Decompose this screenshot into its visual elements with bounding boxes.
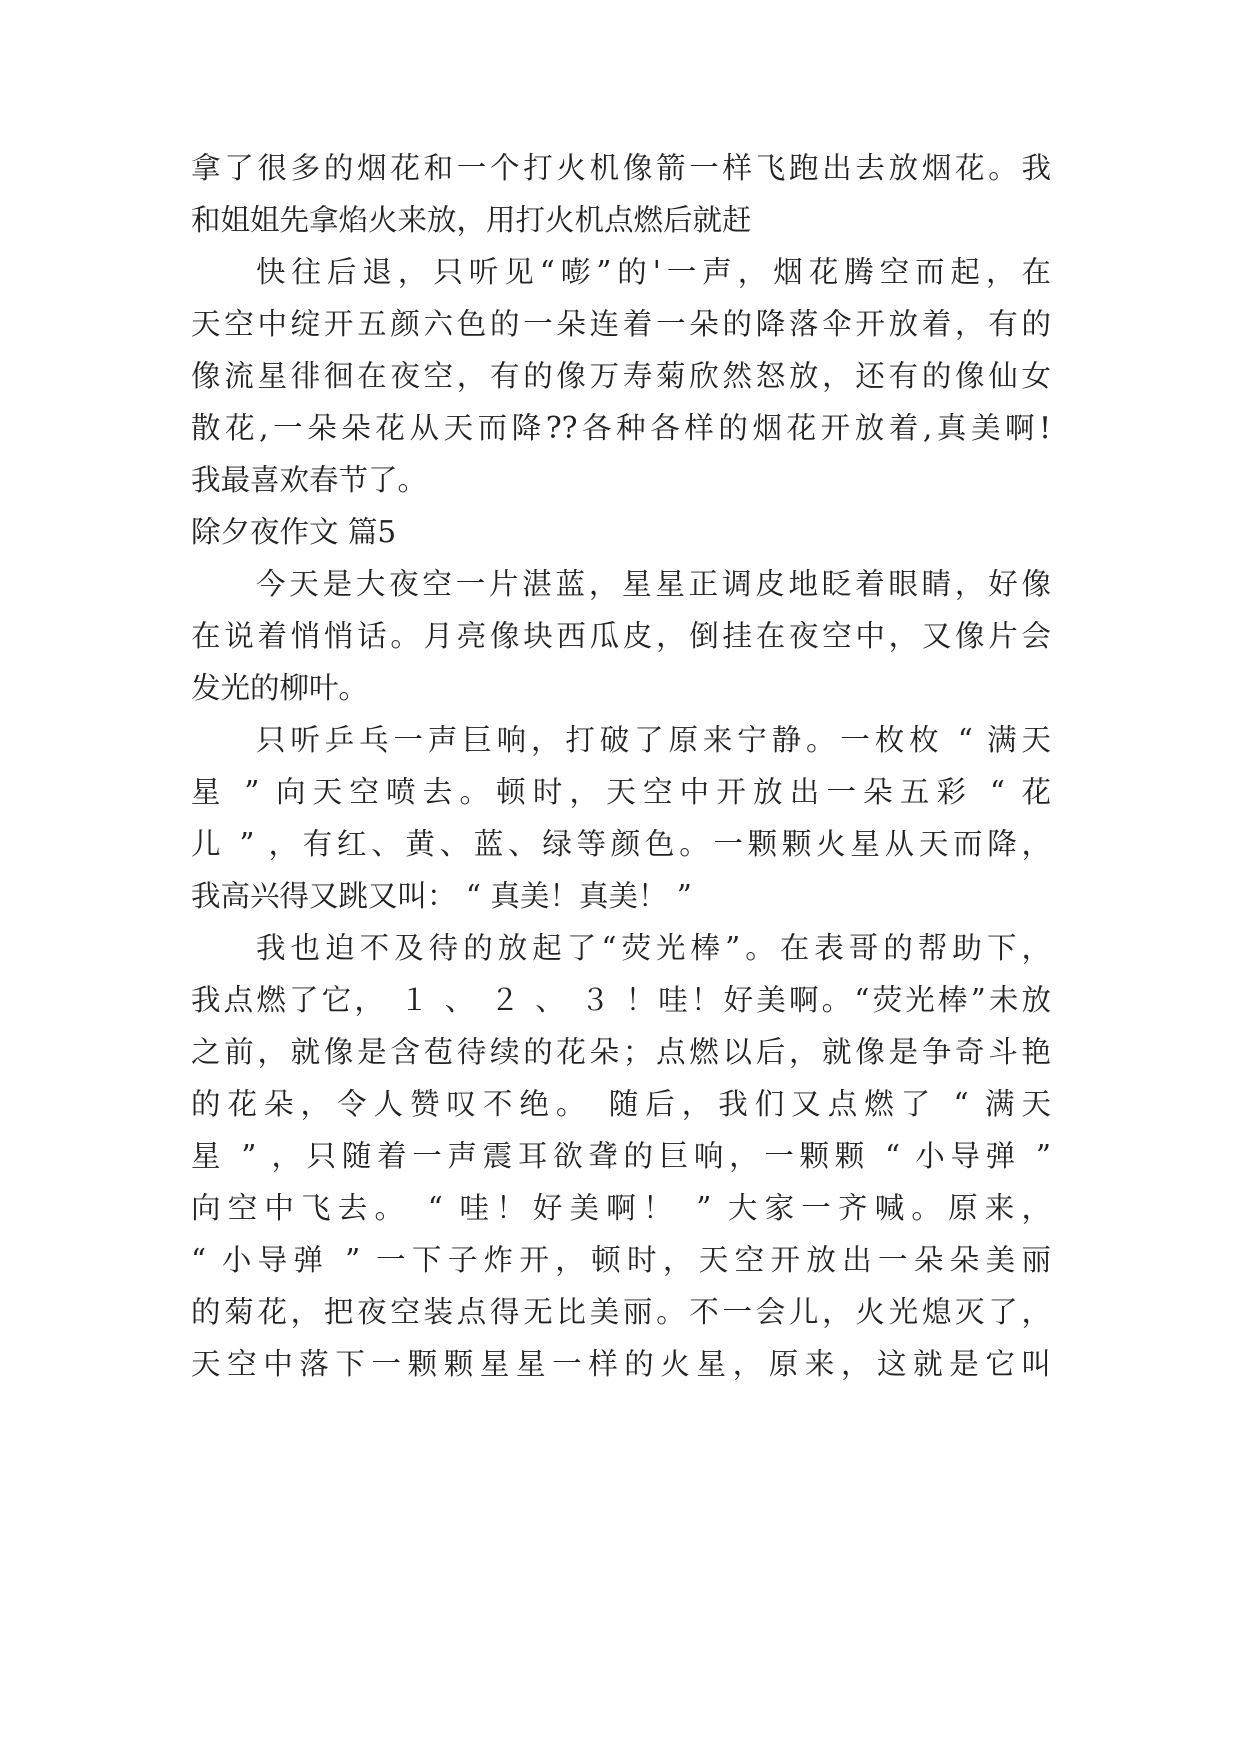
text-line: 星 ” 向天空喷去。顿时，天空中开放出一朵五彩 “ 花 bbox=[191, 775, 1051, 809]
text-line: 我最喜欢春节了。 bbox=[191, 463, 428, 497]
text-line: 天空中绽开五颜六色的一朵连着一朵的降落伞开放着，有的 bbox=[191, 307, 1051, 341]
text-line: 发光的柳叶。 bbox=[191, 671, 369, 705]
text-line: 和姐姐先拿焰火来放，用打火机点燃后就赶 bbox=[191, 203, 752, 237]
text-line: 向空中飞去。 “ 哇！好美啊！ ” 大家一齐喊。原来， bbox=[191, 1191, 1051, 1225]
section-heading: 除夕夜作文 篇5 bbox=[191, 515, 397, 549]
text-line: 我也迫不及待的放起了“荧光棒”。在表哥的帮助下， bbox=[256, 931, 1051, 965]
text-line: 的花朵，令人赞叹不绝。 随后，我们又点燃了 “ 满天 bbox=[191, 1087, 1051, 1121]
text-line: 今天是大夜空一片湛蓝，星星正调皮地眨着眼睛，好像 bbox=[256, 567, 1051, 601]
text-line: 拿了很多的烟花和一个打火机像箭一样飞跑出去放烟花。我 bbox=[191, 151, 1051, 185]
text-line: 之前，就像是含苞待续的花朵；点燃以后，就像是争奇斗艳 bbox=[191, 1035, 1051, 1069]
text-line: 的菊花，把夜空装点得无比美丽。不一会儿，火光熄灭了， bbox=[191, 1295, 1051, 1329]
text-line: 在说着悄悄话。月亮像块西瓜皮，倒挂在夜空中，又像片会 bbox=[191, 619, 1051, 653]
text-line: 我点燃了它， １ 、 ２ 、 ３ ！哇！好美啊。“荧光棒”未放 bbox=[191, 983, 1051, 1017]
text-line: 只听乒乓一声巨响，打破了原来宁静。一枚枚 “ 满天 bbox=[256, 723, 1051, 757]
text-line: 星 ” ，只随着一声震耳欲聋的巨响，一颗颗 “ 小导弹 ” bbox=[191, 1139, 1051, 1173]
text-line: 天空中落下一颗颗星星一样的火星，原来，这就是它叫 bbox=[191, 1347, 1051, 1381]
text-line: 儿 ” ，有红、黄、蓝、绿等颜色。一颗颗火星从天而降， bbox=[191, 827, 1051, 861]
text-line: 快往后退，只听见“嘭”的'一声，烟花腾空而起，在 bbox=[256, 255, 1051, 289]
text-line: 我高兴得又跳又叫： “ 真美！真美！ ” bbox=[191, 879, 692, 913]
text-line: 散花,一朵朵花从天而降??各种各样的烟花开放着,真美啊! bbox=[191, 411, 1051, 445]
text-line: “ 小导弹 ” 一下子炸开，顿时，天空开放出一朵朵美丽 bbox=[191, 1243, 1051, 1277]
text-line: 像流星徘徊在夜空，有的像万寿菊欣然怒放，还有的像仙女 bbox=[191, 359, 1051, 393]
